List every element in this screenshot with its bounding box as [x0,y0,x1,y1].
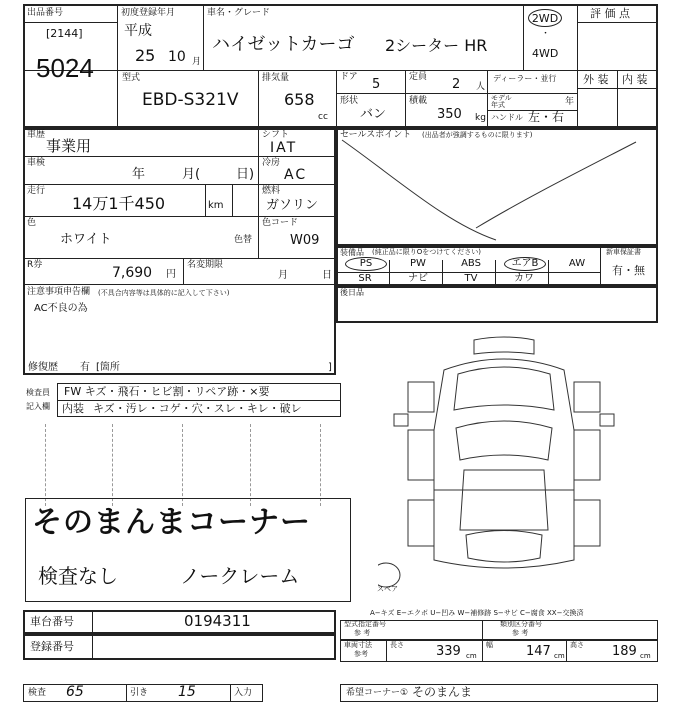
check-label: 検査 [28,688,47,698]
size-row [340,640,658,662]
repair-place: [箇所 [96,362,120,373]
inspection-day: 日) [236,167,255,182]
shape-label: 形状 [340,96,359,106]
name-change-month: 月 [278,270,288,281]
handle: 左・右 [528,110,565,124]
model-code: EBD-S321V [142,90,239,110]
repair-label: 修復歴 [28,362,58,373]
chassis-label: 車台番号 [30,615,74,628]
strike-line-1 [342,140,496,240]
color-code: W09 [290,233,320,248]
length-cm: cm [466,652,477,660]
drive-2wd: 2WD [528,9,562,27]
color-change-label: 色替 [234,235,253,245]
category: 事業用 [46,137,92,155]
type-label: 型式指定番号 [344,620,386,628]
load-label: 積載 [409,96,428,106]
length-label: 長さ [390,641,404,649]
cc-unit: cc [318,112,328,122]
recycle: 7,690 [112,265,153,281]
lot-number: 5024 [36,53,94,83]
width: 147 [526,644,551,659]
model-year-unit: 年 [565,97,575,107]
car-outline [394,337,614,568]
doors: 5 [372,77,381,92]
width-cm: cm [554,652,565,660]
handle-label: ハンドル [491,113,523,122]
length: 339 [436,644,461,659]
rear-items-label: 後日品 [340,288,364,297]
shift-label: シフト [262,130,290,140]
load: 350 [437,107,462,122]
spare-label: スペア [377,585,398,593]
model-grade-label: 車名・グレード [207,8,271,18]
hiki-label: 引き [130,688,149,698]
corner-label: 希望コーナー① [346,688,409,698]
color: ホワイト [60,232,112,247]
displacement-label: 排気量 [262,73,290,83]
class-label: 類別区分番号 [500,620,542,628]
inspection-month: 月( [182,167,201,182]
shift: IAT [270,140,298,156]
equipment-item: エアB [504,257,546,271]
input-label: 入力 [234,688,253,698]
type-class-row [340,620,658,640]
width-label: 幅 [486,641,493,649]
equipment-sub: (純正品に限りOをつけてください) [372,248,481,256]
shape: バン [360,107,387,122]
capacity-unit: 人 [476,82,486,92]
name-change-day: 日 [322,270,332,281]
inspection-label: 車検 [27,158,46,168]
type-sub: 参 考 [354,629,371,637]
score-label: 評 価 点 [590,7,630,20]
sales-point-label: セールスポイント [340,130,412,140]
load-unit: kg [475,113,486,123]
height: 189 [612,644,637,659]
repair-value: 有 [80,362,90,373]
capacity-label: 定員 [409,72,428,82]
category-label: 車歴 [27,130,46,140]
notes-label: 注意事項申告欄 [27,287,91,297]
car-damage-diagram [378,330,630,600]
model-name: ハイゼットカーゴ [212,34,355,55]
damage-legend: A−キズ E−エクボ U−凹み W−補修跡 S−サビ C−腐食 XX−交換済 [370,609,584,617]
height-cm: cm [640,652,651,660]
mileage: 14万1千450 [72,194,166,213]
new-car-warranty-label: 新車保証書 [606,248,641,256]
dealer-label: ディーラー・並行 [493,74,557,83]
lot-label: 出品番号 [27,8,64,18]
stamp-no-inspection: 検査なし [38,564,118,588]
check-val: 65 [66,684,84,700]
hiki-val: 15 [178,684,196,700]
mileage-label: 走行 [27,186,46,196]
drive-dot: ・ [541,29,551,39]
reg-label: 登録番号 [30,640,74,653]
notes: AC不良の為 [34,303,88,314]
reg-year: 25 [135,46,156,65]
equipment-item: AW [568,258,586,269]
inspector-label-1: 検査員 [26,388,50,397]
name-change-label: 名変期限 [187,260,224,270]
inspector-row2-head: 内装 [62,402,84,415]
capacity: 2 [452,77,461,92]
size-label: 車両寸法 [344,641,372,649]
fuel-label: 燃料 [262,186,281,196]
repair-close: ] [328,362,332,373]
chassis: 0194311 [184,612,251,630]
first-reg-label: 初度登録年月 [121,8,176,18]
stamp-no-claim: ノークレーム [180,564,300,588]
grade: 2シーター HR [385,36,488,55]
equipment-item: PW [410,258,426,269]
color-label: 色 [27,218,37,228]
recycle-unit: 円 [166,269,176,280]
reg-month-unit: 月 [192,57,202,67]
model-year-label: モデル年式 [491,94,512,110]
ext-label: 外 装 [583,73,609,86]
fuel: ガソリン [266,198,319,213]
sales-point-sub: (出品者が強調するものに限ります) [422,131,533,139]
color-code-label: 色コード [262,218,299,228]
equipment-label: 装備品 [340,248,364,257]
model-code-label: 型式 [122,73,141,83]
era: 平成 [124,23,152,39]
spare-tire [378,563,400,587]
notes-sub: (不具合内容等は具体的に記入して下さい) [98,289,230,297]
inspector-label-2: 記入欄 [26,402,50,411]
equipment-item: PS [345,257,387,271]
equipment-item: カワ [514,273,534,284]
equipment-item: ナビ [408,273,428,284]
left-block [23,128,336,375]
size-sub: 参考 [354,650,368,658]
stamp-title: そのまんまコーナー [32,505,311,540]
reg-month: 10 [168,49,186,65]
lot-sub-number: [2144] [46,27,83,40]
equipment-item: TV [464,273,478,284]
equipment-item: ABS [461,258,481,269]
doors-label: ドア [340,72,358,82]
new-car-warranty: 有・無 [612,264,645,277]
int-label: 内 装 [622,73,648,86]
inspector-row2: キズ・汚レ・コゲ・穴・スレ・キレ・破レ [93,402,302,415]
aircon: AC [284,167,308,183]
aircon-label: 冷房 [262,158,281,168]
strike-line-2 [476,142,636,228]
sales-point-cross-out [336,128,658,246]
rear-items-box [336,286,658,323]
mileage-unit: km [208,200,224,211]
equipment-item: SR [358,273,372,284]
inspector-row1: FW キズ・飛石・ヒビ割・リペア跡・×要 [64,385,270,398]
class-sub: 参 考 [512,629,529,637]
recycle-label: R券 [27,260,43,270]
drive-4wd: 4WD [532,47,559,60]
corner-value: そのまんま [412,685,473,699]
inspection-year: 年 [132,167,146,182]
displacement: 658 [284,90,315,109]
height-label: 高さ [570,641,584,649]
